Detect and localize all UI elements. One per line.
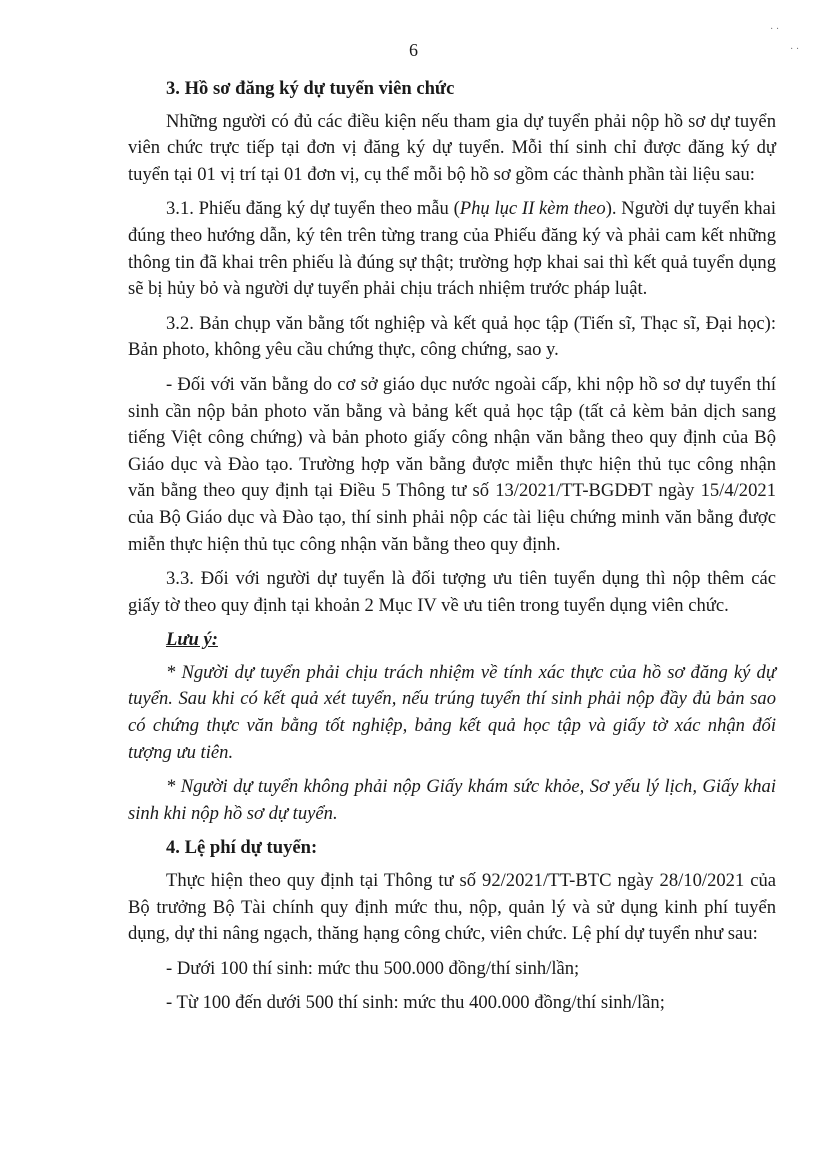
item-3-3: 3.3. Đối với người dự tuyển là đối tượng ưu tiên tuyển dụng thì nộp thêm các giấy tờ theo quy định tại khoản 2 Mục IV về ưu tiên trong tuyển dụng viên chức. [128,568,776,616]
page-number: 6 [409,40,418,60]
scan-speck: · · [790,44,800,55]
item-3-1: 3.1. Phiếu đăng ký dự tuyển theo mẫu (Phụ lục II kèm theo). Người dự tuyển khai đúng theo hướng dẫn, ký tên trên từng trang của Phiếu đăng ký và phải cam kết những thông tin đã khai trên phiếu là đúng sự thật; trường hợp khai sai thì kết quả tuyển dụng sẽ bị hủy bỏ và người dự tuyển phải chịu trách nhiệm trước pháp luật. [128,198,776,300]
note-item-1: * Người dự tuyển phải chịu trách nhiệm về tính xác thực của hồ sơ đăng ký dự tuyển. Sau khi có kết quả xét tuyển, nếu trúng tuyển thí sinh phải nộp đầy đủ bản sao có chứng thực văn bằng tốt nghiệp, bảng kết quả học tập và giấy tờ xác nhận đối tượng ưu tiên. [128,661,776,763]
fee-item-1: - Dưới 100 thí sinh: mức thu 500.000 đồng/thí sinh/lần; [166,957,580,979]
fee-item-2: - Từ 100 đến dưới 500 thí sinh: mức thu 400.000 đồng/thí sinh/lần; [166,992,665,1014]
section-3-intro: Những người có đủ các điều kiện nếu tham gia dự tuyển phải nộp hồ sơ dự tuyển viên chức trực tiếp tại đơn vị đăng ký dự tuyển. Mỗi thí sinh chỉ được đăng ký dự tuyển tại 01 vị trí tại 01 đơn vị, cụ thể mỗi bộ hồ sơ gồm các thành phần tài liệu sau: [128,110,776,185]
appendix-reference: Phụ lục II kèm theo [459,198,606,220]
note-item-2: * Người dự tuyển không phải nộp Giấy khám sức khỏe, Sơ yếu lý lịch, Giấy khai sinh khi nộp hồ sơ dự tuyển. [128,776,776,824]
section-3-heading: 3. Hồ sơ đăng ký dự tuyển viên chức [166,78,455,99]
item-3-2-foreign-degree: - Đối với văn bằng do cơ sở giáo dục nước ngoài cấp, khi nộp hồ sơ dự tuyển thí sinh cần nộp bản photo văn bằng và bảng kết quả học tập (tất cả kèm bản dịch sang tiếng Việt công chứng) và bản photo giấy công nhận văn bằng theo quy định của Bộ Giáo dục và Đào tạo. Trường hợp văn bằng được miễn thực hiện thủ tục công nhận văn bằng theo quy định tại Điều 5 Thông tư số 13/2021/TT-BGDĐT ngày 15/4/2021 của Bộ Giáo dục và Đào tạo, thí sinh phải nộp các tài liệu chứng minh văn bằng được miễn thực hiện thủ tục công nhận văn bằng theo quy định. [128,373,776,555]
scan-speck: · · [770,24,780,35]
item-3-2: 3.2. Bản chụp văn bằng tốt nghiệp và kết quả học tập (Tiến sĩ, Thạc sĩ, Đại học): Bản photo, không yêu cầu chứng thực, công chứng, sao y. [128,312,776,361]
document-body [128,76,776,1017]
note-title: Lưu ý: [166,629,218,651]
section-4-heading: 4. Lệ phí dự tuyển: [166,837,318,859]
section-4-intro: Thực hiện theo quy định tại Thông tư số 92/2021/TT-BTC ngày 28/10/2021 của Bộ trưởng Bộ Tài chính quy định mức thu, nộp, quản lý và sử dụng kinh phí tuyển dụng, dự thi nâng ngạch, thăng hạng công chức, viên chức. Lệ phí dự tuyển như sau: [128,870,776,945]
